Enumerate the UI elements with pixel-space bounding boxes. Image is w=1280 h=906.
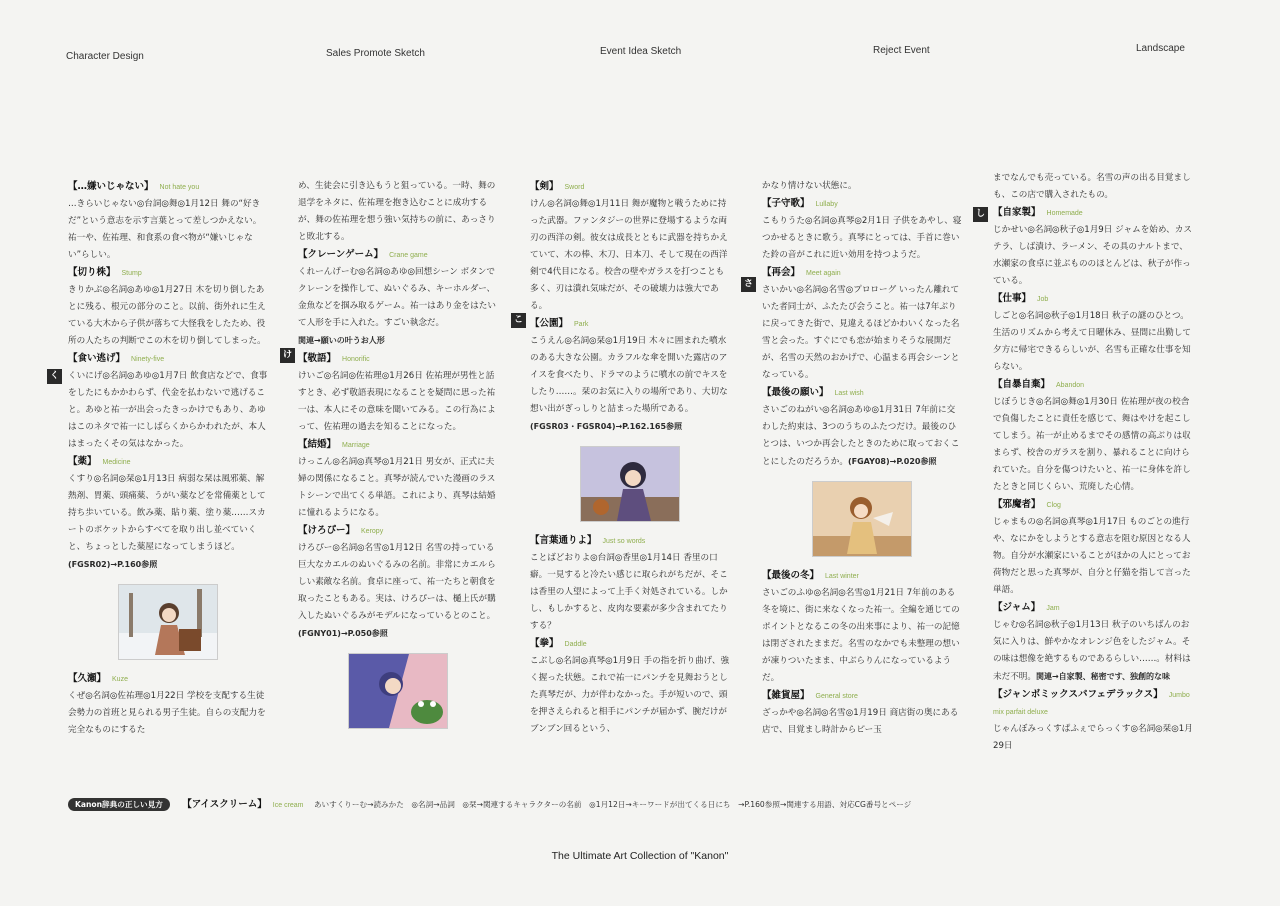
entry-title: 【クレーンゲーム】 [298,249,384,260]
entry-english: Job [1037,296,1049,303]
dictionary-column-3 [530,178,730,738]
entry-title: 【子守歌】 [762,198,810,209]
entry [762,264,962,384]
entry-title: 【…嫌いじゃない】 [68,181,154,192]
entry-body: さいごのふゆ◎名詞◎名雪◎1月21日 7年前のある冬を境に、街に来なくなった祐一。全編を通じてのポイントとなるこの冬の出来事により、祐一の記憶は閉ざされたままだ。名雪のなかでも未整理の想いが凍りついたまま、中ぶらりんになっているようだ。 [762,588,960,683]
entry-body: こもりうた◎名詞◎真琴◎2月1日 子供をあやし、寝つかせるときに歌う。真琴にとっては、手首に巻いた鈴の音がこれに近い効用を持つようだ。 [762,216,962,260]
entry-body [68,471,268,574]
entry-english: Ninety-five [131,356,165,363]
nav-sales-promote-sketch: Sales Promote Sketch [326,48,425,59]
kana-tab-ko: こ [511,313,526,328]
entry-english: Jam [1046,605,1060,612]
entry-body [530,333,730,436]
entry-english: Crane game [389,252,428,259]
entry-body: じぼうじき◎名詞◎舞◎1月30日 佐祐理が夜の校舎で負傷したことに責任を感じて、舞はやけを起こしてしまう。祐一が止めるまでその感情の高ぶりは収まらず、校舎のガラスを割り、暴れることに向けられていた。自分を傷つけたいと、祐一に身体を許したときと同じくらい、荒廃した心情。 [993,397,1191,492]
entry [993,290,1193,376]
entry-continuation: め、生徒会に引き込もうと狙っている。一時、舞の退学をネタに、佐祐理を抱き込むことに成功するが、舞の佐祐理を想う強い気持ちの前に、あっさりと敗北する。 [298,181,496,242]
entry [993,204,1193,290]
entry-title: 【けろぴー】 [298,525,356,536]
entry [530,178,730,315]
entry-body: …きらいじゃない◎台詞◎舞◎1月12日 舞の“好きだ”という意志を示す言葉とって差しつかえない。祐一や、佐祐理、和食系の食べ物が“嫌いじゃない”らしい。 [68,199,262,260]
entry [530,315,730,436]
entry [993,496,1193,599]
cg-reference: (FGAY08)→P.020参照 [847,457,937,466]
entry-english: Lullaby [815,201,838,208]
illustration-nayuki-keropy [348,653,448,729]
entry-title: 【再会】 [762,267,801,278]
entry-english: Honorific [342,356,370,363]
entry-body [762,402,962,471]
entry-title: 【敬語】 [298,353,337,364]
entry [530,635,730,738]
entry [762,687,962,739]
entry-title: 【最後の冬】 [762,570,820,581]
nav-event-idea-sketch: Event Idea Sketch [600,46,682,57]
entry-body: けいご◎名詞◎佐祐理◎1月26日 佐祐理が男性と話すとき、必ず敬語表現になることを疑問に思った祐一は、本人にその意味を聞いてみる。この行為によって、佐祐理の過去を知ることになった。 [298,371,496,432]
entry-english: Daddle [564,641,587,648]
entry [762,384,962,471]
entry-body: くぜ◎名詞◎佐祐理◎1月22日 学校を支配する生徒会勢力の首班と見られる男子生徒。自らの支配力を完全なものにするた [68,691,266,735]
entry [68,670,268,739]
dictionary-legend [68,796,911,811]
entry-body: きりかぶ◎名詞◎あゆ◎1月27日 木を切り倒したあとに残る、根元の部分のこと。以前、街外れに生えている大木から子供が落ちて大怪我をしたため、役所の人たちの判断でこの木を切り倒してしまった。 [68,285,266,346]
entry [993,599,1193,686]
entry-title: 【拳】 [530,638,559,649]
nav-landscape: Landscape [1136,43,1185,54]
entry-body: じゃんぼみっくすぱふぇでらっくす◎名詞◎栞◎1月29日 [993,724,1193,751]
entry-body [298,264,498,350]
entry-title: 【自家製】 [993,207,1041,218]
entry-english: Clog [1046,502,1061,509]
entry-english: Not hate you [159,184,200,191]
entry-body-text: くれーんげーむ◎名詞◎あゆ◎回想シーン ボタンでクレーンを操作して、ぬいぐるみ、キーホルダー、金魚などを掴み取るゲーム。祐一はあり金をはたいて人形を手に入れた。すごい執念だ。 [298,267,496,328]
entry-body: さいかい◎名詞◎名雪◎プロローグ いったん離れていた者同士が、ふたたび会うこと。祐一は7年ぶりに戻ってきた街で、見違えるほどかわいくなった名雪と会った。すぐにでも恋が始まりそうな展開だが、名雪の天然のおかげで、心温まる再会シーンとなっている。 [762,285,960,380]
entry-title: 【結婚】 [298,439,337,450]
entry-english: Meet again [806,270,841,277]
entry-english: Sword [564,184,585,191]
entry-english: Just so words [602,538,646,545]
entry-english: Last winter [825,573,859,580]
kana-tab-ke: け [280,348,295,363]
entry-english: Medicine [102,459,131,466]
entry-title: 【ジャム】 [993,602,1041,613]
entry-title: 【食い逃げ】 [68,353,126,364]
entry-body: くいにげ◎名詞◎あゆ◎1月7日 飲食店などで、食事をしたにもかかわらず、代金を払わないで逃げること。あゆと祐一が出会ったきっかけでもあり、あゆはこのネタで祐一にしばらくからかわれたが、本人はまったくその気はなかった。 [68,371,268,449]
entry-english: General store [815,693,858,700]
entry-english: Abandon [1056,382,1085,389]
entry-body-text: けろぴー◎名詞◎名雪◎1月12日 名雪の持っている巨大なカエルのぬいぐるみの名前。非常にカエルらしい素敵な名前。食卓に座って、祐一たちと朝食を取ったこともある。実は、けろぴーは、樋上氏が購入したぬいぐるみがモデルになっているとのこと。 [298,543,496,621]
entry-title: 【久瀬】 [68,673,107,684]
entry-continuation: かなり情けない状態に。 [762,181,857,191]
cg-reference: (FGSR02)→P.160参照 [68,560,158,569]
book-footer-title: The Ultimate Art Collection of "Kanon" [551,850,729,862]
entry [993,686,1193,755]
entry-title: 【仕事】 [993,293,1032,304]
entry [68,453,268,574]
entry-title: 【薬】 [68,456,97,467]
entry-body: こぶし◎名詞◎真琴◎1月9日 手の指を折り曲げ、強く握った状態。これで祐一にパンチを見舞おうとした真琴だが、力が伴わなかった。手が短いので、頭を押さえられると相手にパンチが届かず、腕だけがブンブン回るという、 [530,656,730,734]
entry-title: 【切り株】 [68,267,116,278]
entry [298,246,498,350]
legend-text: あいすくりーむ→読みかた ◎名詞→品詞 ◎栞→関連するキャラクターの名前 ◎1月12日→キーワードが出てくる日にち →P.160参照→関連する用語、対応CG番号とページ [313,800,912,809]
related-reference: 関連→自家製、秘密です、独創的な味 [1035,672,1171,681]
entry-body: じかせい◎名詞◎秋子◎1月9日 ジャムを始め、カステラ、しば漬け、ラーメン、その具のナルトまで、水瀬家の食卓に並ぶもののほとんどは、秋子が作っている。 [993,225,1192,286]
entry-english: Park [574,321,589,328]
entry-body-text: じゃむ◎名詞◎秋子◎1月13日 秋子のいちばんのお気に入りは、鮮やかなオレンジ色をしたジャム。その味は想像を絶するものであるらしい……。材料は未だ不明。 [993,620,1191,682]
entry-body [298,540,498,643]
entry-english: Last wish [834,390,864,397]
entry-title: 【邪魔者】 [993,499,1041,510]
entry-continuation: までなんでも売っている。名雪の声の出る目覚ましも、この店で購入されたもの。 [993,173,1191,200]
entry-title: 【言葉通りよ】 [530,535,597,546]
dictionary-column-1 [68,178,268,739]
entry [298,522,498,643]
dictionary-column-2 [298,178,498,739]
legend-sample-english: Ice cream [272,802,304,809]
entry-english: Homemade [1046,210,1083,217]
entry [68,178,268,264]
entry [762,567,962,687]
related-reference: 関連→願いの叶うお人形 [298,336,385,345]
entry-english: Marriage [342,442,370,449]
entry-body-text: さいごのねがい◎名詞◎あゆ◎1月31日 7年前に交わした約束は、3つのうちのふたつだけ。最後のひとつは、いつか再会したときのために取っておくことにしたのだろうか。 [762,405,960,467]
entry-english: Jumbo mix parfait deluxe [993,692,1190,716]
entry [762,195,962,264]
entry [68,350,268,453]
entry-body: しごと◎名詞◎秋子◎1月18日 秋子の謎のひとつ。生活のリズムから考えて日曜休み、昼間に出勤して夕方に帰宅できるらしいが、名雪も正確な仕事を知らない。 [993,311,1192,372]
illustration-shiori-park [580,446,680,522]
entry-title: 【最後の願い】 [762,387,829,398]
kana-tab-sa: さ [741,277,756,292]
entry-title: 【公園】 [530,318,569,329]
entry [298,350,498,436]
dictionary-column-5 [993,170,1193,755]
nav-character-design: Character Design [66,51,144,62]
entry [298,436,498,522]
legend-sample-title: 【アイスクリーム】 [182,799,267,810]
illustration-ayu-snow [118,584,218,660]
entry-title: 【剣】 [530,181,559,192]
cg-reference: (FGSR03・FGSR04)→P.162.165参照 [530,422,683,431]
entry [530,532,730,635]
legend-badge: Kanon辞典の正しい見方 [68,798,170,811]
entry-body: じゃまもの◎名詞◎真琴◎1月17日 ものごとの進行や、なにかをしようとする意志を阻む原因となる人物。自分が水瀬家にいることがほかの人にとってお荷物だと思った真琴が、自分と仔猫を指して言った単語。 [993,517,1191,595]
entry-body [993,617,1193,686]
cg-reference: (FGNY01)→P.050参照 [298,629,388,638]
dictionary-column-4 [762,178,962,739]
entry-body: けっこん◎名詞◎真琴◎1月21日 男女が、正式に夫婦の関係になること。真琴が読んでいた漫画のラストシーンで出てくる単語。これにより、真琴は結婚に憧れるようになる。 [298,457,496,518]
entry-title: 【自暴自棄】 [993,379,1051,390]
nav-reject-event: Reject Event [873,45,930,56]
kana-tab-ku: く [47,369,62,384]
entry-body: ざっかや◎名詞◎名雪◎1月19日 商店街の奥にある店で、目覚まし時計からピー玉 [762,708,959,735]
entry-body: けん◎名詞◎舞◎1月11日 舞が魔物と戦うために持った武器。ファンタジーの世界に登場するような両刃の西洋の剣。彼女は成長とともに武器を持ちかえていて、木の棒、木刀、日本刀、そして現在の西洋剣で4代目になる。校舎の壁やガラスを打つことも多く、刃は潰れ気味だが、その破壊力は強大である。 [530,199,728,311]
illustration-ayu-last-wish [812,481,912,557]
entry-body: ことばどおりよ◎台詞◎香里◎1月14日 香里の口癖。一見すると冷たい感じに取られがちだが、そこは香里の人望によって上手く対処されている。しかし、もしかすると、皮肉な要素が多少含まれてたりする？ [530,553,728,631]
entry-title: 【ジャンボミックスパフェデラックス】 [993,689,1163,700]
entry [68,264,268,350]
entry [993,376,1193,496]
entry-english: Stump [121,270,142,277]
entry-body-text: くすり◎名詞◎栞◎1月13日 病弱な栞は風邪薬、解熱剤、胃薬、頭痛薬、うがい薬などを常備薬として持ち歩いている。飲み薬、貼り薬、塗り薬……スカートのポケットからすべてを取り出し並べていくと、ちょっとした薬屋になってしまうほど。 [68,474,266,552]
entry-english: Kuze [112,676,128,683]
entry-body-text: こうえん◎名詞◎栞◎1月19日 木々に囲まれた噴水のある大きな公園。カラフルな傘を開いた露店のアイスを食べたり、ドラマのように噴水の前でキスをしたり……。栞のお気に入りの場所であり、大切な想い出がぎっしりと詰まった場所である。 [530,336,728,414]
kana-tab-shi: し [973,207,988,222]
entry-title: 【雑貨屋】 [762,690,810,701]
entry-english: Keropy [361,528,384,535]
